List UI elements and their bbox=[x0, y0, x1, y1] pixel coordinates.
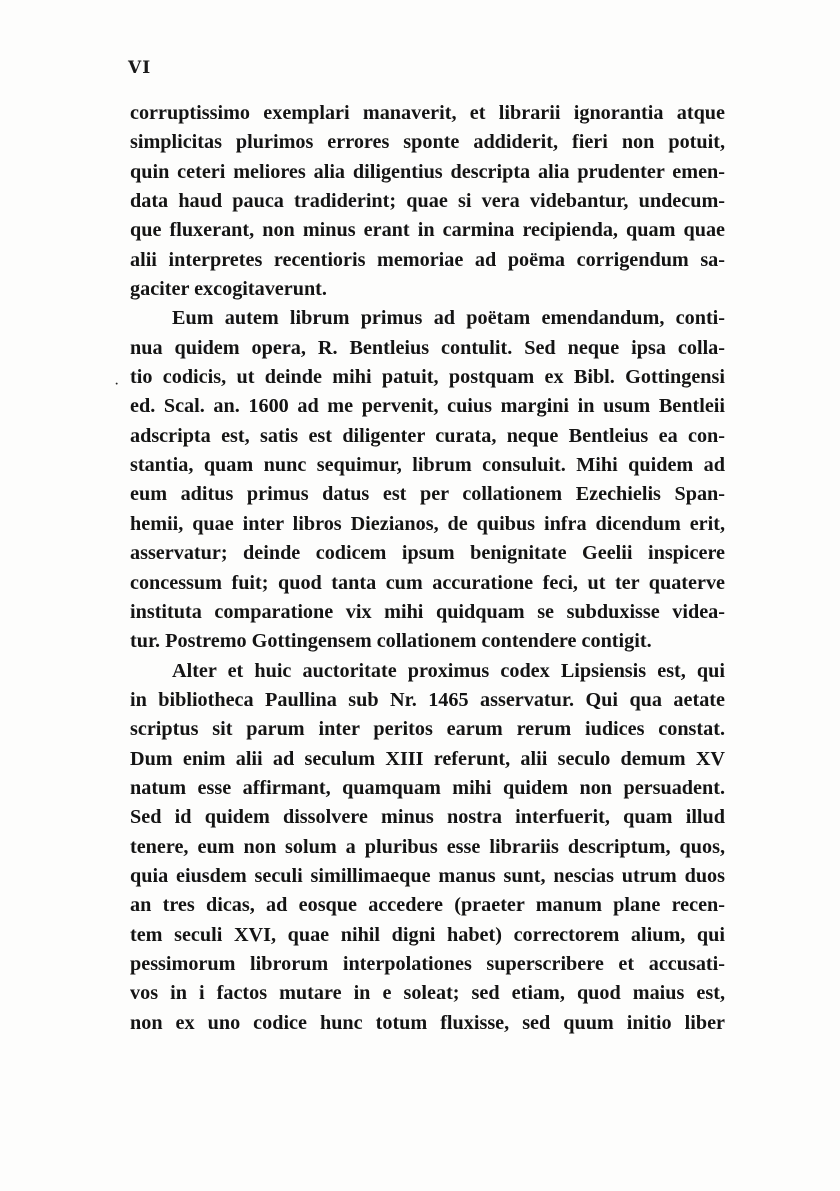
text-line: natum esse affirmant, quamquam mihi quidem non persuadent. bbox=[130, 776, 725, 799]
text-line: non ex uno codice hunc totum fluxisse, sed quum initio liber bbox=[130, 1011, 725, 1034]
text-line: eum aditus primus datus est per collationem Ezechielis Span- bbox=[130, 483, 725, 506]
text-line: quia eiusdem seculi simillimaeque manus sunt, nescias utrum duos bbox=[130, 864, 725, 887]
text-line: concessum fuit; quod tanta cum accuratione feci, ut ter quaterve bbox=[130, 571, 725, 594]
text-line: tur. Postremo Gottingensem collationem contendere contigit. bbox=[130, 630, 652, 653]
text-line: in bibliotheca Paullina sub Nr. 1465 asservatur. Qui qua aetate bbox=[130, 688, 725, 711]
text-line: tenere, eum non solum a pluribus esse librariis descriptum, quos, bbox=[130, 835, 725, 858]
text-line: vos in i factos mutare in e soleat; sed etiam, quod maius est, bbox=[130, 982, 725, 1005]
text-line: nua quidem opera, R. Bentleius contulit. Sed neque ipsa colla- bbox=[130, 336, 725, 359]
text-line: Sed id quidem dissolvere minus nostra interfuerit, quam illud bbox=[130, 806, 725, 829]
body-text bbox=[130, 99, 725, 1038]
text-line: asservatur; deinde codicem ipsum benignitate Geelii inspicere bbox=[130, 542, 725, 565]
text-line: adscripta est, satis est diligenter curata, neque Bentleius ea con- bbox=[130, 424, 725, 447]
text-line: scriptus sit parum inter peritos earum rerum iudices constat. bbox=[130, 718, 725, 741]
text-line: data haud pauca tradiderint; quae si vera videbantur, undecum- bbox=[130, 190, 725, 213]
text-line: an tres dicas, ad eosque accedere (praeter manum plane recen- bbox=[130, 894, 725, 917]
text-line: alii interpretes recentioris memoriae ad poëma corrigendum sa- bbox=[130, 248, 725, 271]
text-line: corruptissimo exemplari manaverit, et librarii ignorantia atque bbox=[130, 102, 725, 124]
margin-mark: · bbox=[114, 376, 120, 393]
text-line: ed. Scal. an. 1600 ad me pervenit, cuius margini in usum Bentleii bbox=[130, 395, 725, 418]
page-number: VI bbox=[128, 58, 152, 78]
paragraph-start-line: Alter et huic auctoritate proximus codex Lipsiensis est, qui bbox=[172, 659, 725, 682]
text-line: hemii, quae inter libros Diezianos, de quibus infra dicendum erit, bbox=[130, 512, 725, 535]
text-line: Dum enim alii ad seculum XIII referunt, alii seculo demum XV bbox=[130, 747, 725, 770]
paragraph-start-line: Eum autem librum primus ad poëtam emendandum, conti- bbox=[172, 307, 725, 330]
text-line: gaciter excogitaverunt. bbox=[130, 278, 327, 301]
text-line: tem seculi XVI, quae nihil digni habet) correctorem alium, qui bbox=[130, 923, 725, 946]
text-line: que fluxerant, non minus erant in carmina recipienda, quam quae bbox=[130, 219, 725, 242]
text-line: quin ceteri meliores alia diligentius descripta alia prudenter emen- bbox=[130, 160, 725, 183]
text-line: pessimorum librorum interpolationes superscribere et accusati- bbox=[130, 952, 725, 975]
text-line: stantia, quam nunc sequimur, librum consuluit. Mihi quidem ad bbox=[130, 454, 725, 477]
text-line: instituta comparatione vix mihi quidquam se subduxisse videa- bbox=[130, 600, 725, 623]
text-line: simplicitas plurimos errores sponte addiderit, fieri non potuit, bbox=[130, 131, 725, 154]
text-line: tio codicis, ut deinde mihi patuit, postquam ex Bibl. Gottingensi bbox=[130, 366, 725, 389]
